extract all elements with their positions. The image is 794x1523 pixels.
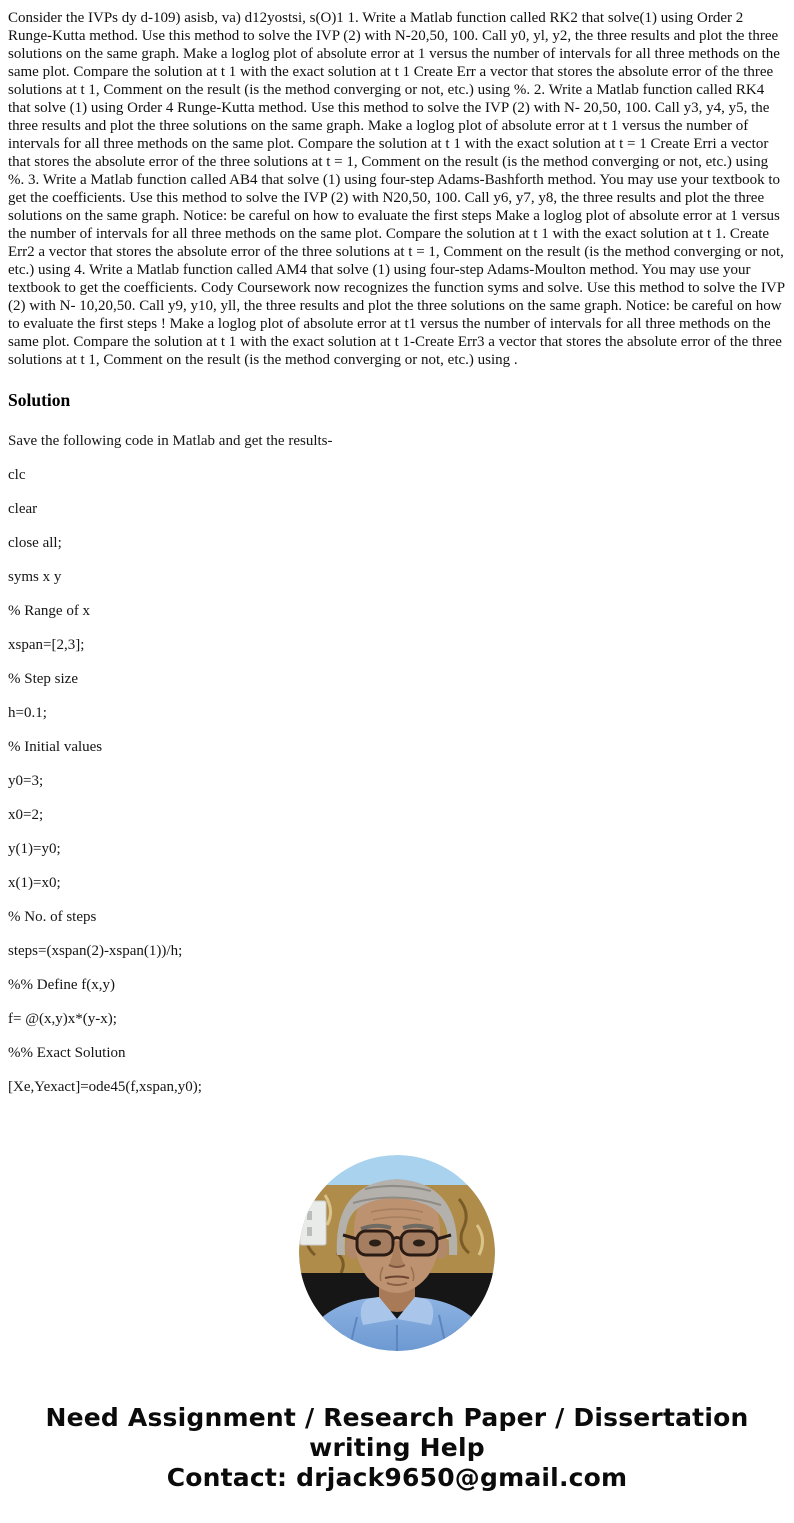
solution-intro: Save the following code in Matlab and get the results-: [8, 433, 333, 449]
code-line: clc: [8, 467, 26, 483]
code-line: f= @(x,y)x*(y-x);: [8, 1011, 117, 1027]
code-line: close all;: [8, 535, 62, 551]
code-line: steps=(xspan(2)-xspan(1))/h;: [8, 943, 183, 959]
code-line: x(1)=x0;: [8, 875, 61, 891]
solution-heading: Solution: [8, 390, 71, 410]
code-line: %% Define f(x,y): [8, 977, 116, 993]
promo-footer: [7, 1403, 787, 1493]
code-line: h=0.1;: [8, 705, 47, 721]
code-line: % Step size: [8, 671, 78, 687]
code-line: % Range of x: [8, 603, 91, 619]
promo-contact-email: Contact: drjack9650@gmail.com: [166, 1463, 628, 1492]
code-line: [Xe,Yexact]=ode45(f,xspan,y0);: [8, 1079, 202, 1095]
code-line: %% Exact Solution: [8, 1045, 126, 1061]
question-paragraph: Consider the IVPs dy d-109) asisb, va) d12yostsi, s(O)1 1. Write a Matlab function called RK2 that solve(1) using Order 2 Runge-Kutta method. Use this method to solve the IVP (2) with N-20,50, 100. Call y0, yl, y2, the three results and plot the three solutions on the same graph. Make a loglog plot of absolute error at 1 versus the number of intervals for all three methods on the same plot. Compare the solution at t 1 with the exact solution at t 1 Create Err a vector that stores the absolute error of the three solutions at t 1, Comment on the result (is the method converging or not, etc.) using %. 2. Write a Matlab function called RK4 that solve (1) using Order 4 Runge-Kutta method. Use this method to solve the IVP (2) with N- 20,50, 100. Call y3, y4, y5, the three results and plot the three solutions on the same graph. Make a loglog plot of absolute error at t 1 versus the number of intervals for all three methods on the same plot. Compare the solution at t 1 with the exact solution at t = 1 Create Erri a vector that stores the absolute error of the three solutions at t = 1, Comment on the result (is the method converging or not, etc.) using %. 3. Write a Matlab function called AB4 that solve (1) using four-step Adams-Bashforth method. You may use your textbook to get the coefficients. Use this method to solve the IVP (2) with N20,50, 100. Call y6, y7, y8, the three results and plot the three solutions on the same graph. Notice: be careful on how to evaluate the first steps Make a loglog plot of absolute error at 1 versus the number of intervals for all three methods on the same plot. Compare the solution at t 1 with the exact solution at t 1. Create Err2 a vector that stores the absolute error of the three solutions at t = 1, Comment on the result (is the method converging or not, etc.) using 4. Write a Matlab function called AM4 that solve (1) using four-step Adams-Moulton method. You may use your textbook to get the coefficients. Cody Coursework now recognizes the function syms and solve. Use this method to solve the IVP (2) with N- 10,20,50. Call y9, y10, yll, the three results and plot the three solutions on the same graph. Notice: be careful on how to evaluate the first steps ! Make a loglog plot of absolute error at t1 versus the number of intervals for all three methods on the same plot. Compare the solution at t 1 with the exact solution at t 1-Create Err3 a vector that stores the absolute error of the three solutions at t 1, Comment on the result (is the method converging or not, etc.) using .: [8, 10, 785, 368]
photo-wall-panel: [300, 1201, 326, 1245]
code-line: % No. of steps: [8, 909, 97, 925]
code-line: xspan=[2,3];: [8, 637, 85, 653]
code-line: x0=2;: [8, 807, 44, 823]
promo-line: Need Assignment / Research Paper / Dissertation: [45, 1403, 749, 1432]
portrait-figure: [0, 1155, 794, 1351]
code-line: % Initial values: [8, 739, 103, 755]
code-line: y0=3;: [8, 773, 44, 789]
code-line: syms x y: [8, 569, 62, 585]
person-portrait-photo: [299, 1155, 495, 1351]
code-line: clear: [8, 501, 38, 517]
promo-line: writing Help: [309, 1433, 485, 1462]
code-line: y(1)=y0;: [8, 841, 61, 857]
